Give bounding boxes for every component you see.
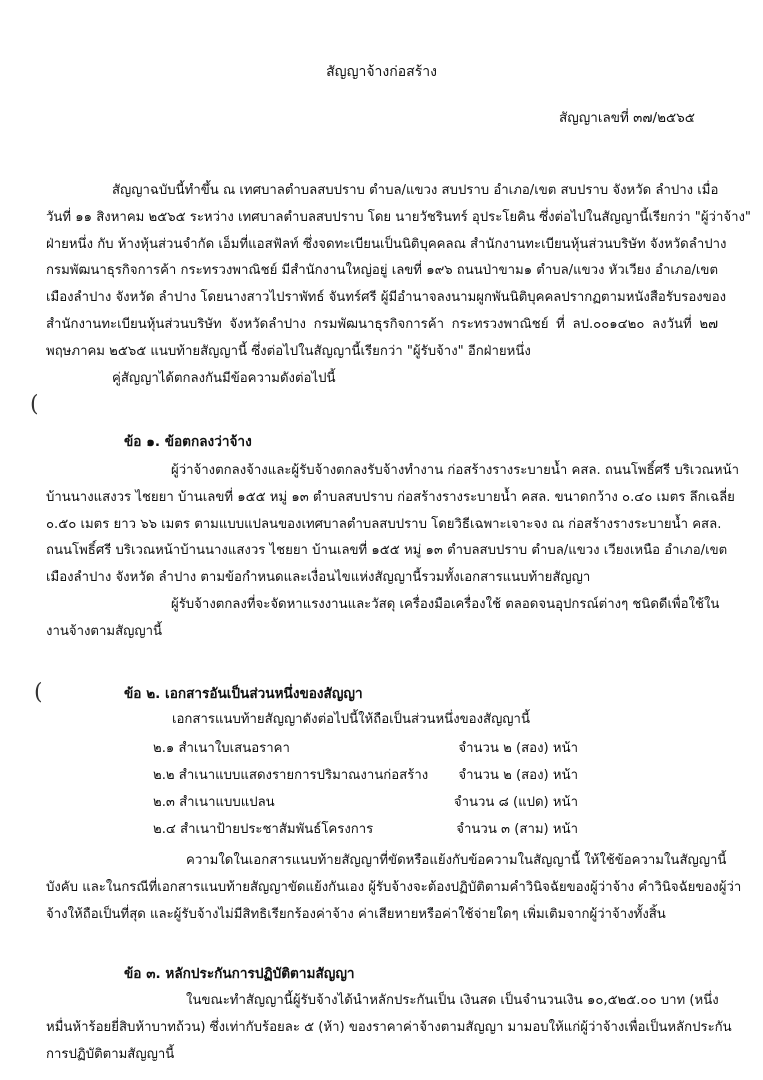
clause-3-line: ในขณะทำสัญญานี้ผู้รับจ้างได้นำหลักประกันเป็น เงินสด เป็นจำนวนเงิน ๑๐,๕๒๕.๐๐ บาท (หนึ่ง <box>186 993 719 1008</box>
clause-3-heading: ข้อ ๓. หลักประกันการปฏิบัติตามสัญญา <box>124 966 355 982</box>
clause-1-line: ๐.๕๐ เมตร ยาว ๖๖ เมตร ตามแบบแปลนของเทศบาลตำบลสบปราบ โดยวิธีเฉพาะเจาะจง ณ ก่อสร้างรางระบายน้ำ คสล. <box>46 516 722 532</box>
clause-3-line: หมื่นห้าร้อยยี่สิบห้าบาทถ้วน) ซึ่งเท่ากับร้อยละ ๕ (ห้า) ของราคาค่าจ้างตามสัญญา มามอบให้แก่ผู้ว่าจ้างเพื่อเป็นหลักประกัน <box>46 1019 732 1035</box>
attachment-count: จำนวน ๘ (แปด) หน้า <box>453 795 578 810</box>
clause-2-line: จ้างให้ถือเป็นที่สุด และผู้รับจ้างไม่มีสิทธิเรียกร้องค่าจ้าง ค่าเสียหายหรือค่าใช้จ่ายใดๆ เพิ่มเติมจากผู้ว่าจ้างทั้งสิ้น <box>46 906 666 922</box>
intro-line: วันที่ ๑๑ สิงหาคม ๒๕๖๕ ระหว่าง เทศบาลตำบลสบปราบ โดย นายวัชรินทร์ อุประโยคิน ซึ่งต่อไปในสัญญานี้เรียกว่า "ผู้ว่าจ้าง" <box>46 209 751 225</box>
intro-line: พฤษภาคม ๒๕๖๕ แนบท้ายสัญญานี้ ซึ่งต่อไปในสัญญานี้เรียกว่า "ผู้รับจ้าง" อีกฝ่ายหนึ่ง <box>46 343 531 359</box>
attachment-label: ๒.๒ สำเนาแบบแสดงรายการปริมาณงานก่อสร้าง <box>153 768 429 783</box>
clause-1-line: ผู้ว่าจ้างตกลงจ้างและผู้รับจ้างตกลงรับจ้างทำงาน ก่อสร้างรางระบายน้ำ คสล. ถนนโพธิ์ศรี บริเวณหน้า <box>171 463 740 478</box>
clause-1-heading: ข้อ ๑. ข้อตกลงว่าจ้าง <box>124 434 252 450</box>
attachment-count: จำนวน ๓ (สาม) หน้า <box>456 822 578 837</box>
intro-line: กรมพัฒนาธุรกิจการค้า กระทรวงพาณิชย์ มีสำนักงานใหญ่อยู่ เลขที่ ๑๙๖ ถนนป่าขาม๑ ตำบล/แขวง หัวเวียง อำเภอ/เขต <box>46 263 719 279</box>
clause-2-heading: ข้อ ๒. เอกสารอันเป็นส่วนหนึ่งของสัญญา <box>124 686 363 702</box>
clause-1-line: บ้านนางแสงวร ไชยยา บ้านเลขที่ ๑๕๕ หมู่ ๑๓ ตำบลสบปราบ ก่อสร้างรางระบายน้ำ คสล. ขนาดกว้าง ๐.๔๐ เมตร ลึกเฉลี่ย <box>46 489 735 505</box>
punch-hole-mark: ( <box>34 680 43 705</box>
clause-1-body <box>46 458 740 646</box>
clause-1-line: เมืองลำปาง จังหวัด ลำปาง ตามข้อกำหนดและเงื่อนไขแห่งสัญญานี้รวมทั้งเอกสารแนบท้ายสัญญา <box>46 570 591 586</box>
document-title: สัญญาจ้างก่อสร้าง <box>326 64 437 80</box>
intro-line: สัญญาฉบับนี้ทำขึ้น ณ เทศบาลตำบลสบปราบ ตำบล/แขวง สบปราบ อำเภอ/เขต สบปราบ จังหวัด ลำปาง เมื่อ <box>112 183 719 198</box>
punch-hole-mark: ( <box>30 392 39 417</box>
attachment-label: ๒.๑ สำเนาใบเสนอราคา <box>153 741 290 756</box>
clause-1-line: งานจ้างตามสัญญานี้ <box>46 623 163 639</box>
intro-line: ฝ่ายหนึ่ง กับ ห้างหุ้นส่วนจำกัด เอ็มที่แอสฟัลท์ ซึ่งจดทะเบียนเป็นนิติบุคคลณ สำนักงานทะเบียนหุ้นส่วนบริษัท จังหวัดลำปาง <box>46 236 727 252</box>
clause-3-body <box>46 988 732 1068</box>
attachment-label: ๒.๔ สำเนาป้ายประชาสัมพันธ์โครงการ <box>153 822 374 837</box>
clause-2-line: ความใดในเอกสารแนบท้ายสัญญาที่ขัดหรือแย้งกับข้อความในสัญญานี้ ให้ใช้ข้อความในสัญญานี้ <box>186 853 727 868</box>
clause-3-line: การปฏิบัติตามสัญญานี้ <box>46 1046 175 1062</box>
agreement-statement: คู่สัญญาได้ตกลงกันมีข้อความดังต่อไปนี้ <box>112 370 336 386</box>
clause-2-intro: เอกสารแนบท้ายสัญญาดังต่อไปนี้ให้ถือเป็นส่วนหนึ่งของสัญญานี้ <box>172 712 530 727</box>
attachment-label: ๒.๓ สำเนาแบบแปลน <box>153 795 275 810</box>
attachment-count: จำนวน ๒ (สอง) หน้า <box>458 768 578 783</box>
attachment-count: จำนวน ๒ (สอง) หน้า <box>458 741 578 756</box>
contract-number: สัญญาเลขที่ ๓๗/๒๕๖๕ <box>559 110 695 126</box>
clause-1-line: ถนนโพธิ์ศรี บริเวณหน้าบ้านนางแสงวร ไชยยา บ้านเลขที่ ๑๕๕ หมู่ ๑๓ ตำบลสบปราบ ตำบล/แขวง เวียงเหนือ อำเภอ/เขต <box>46 543 728 559</box>
intro-line: เมืองลำปาง จังหวัด ลำปาง โดยนางสาวไปราพัทธ์ จันทร์ศรี ผู้มีอำนาจลงนามผูกพันนิติบุคคลปรากฏตามหนังสือรับรองของ <box>46 290 727 306</box>
intro-paragraph <box>46 178 751 392</box>
clause-1-line: ผู้รับจ้างตกลงที่จะจัดหาแรงงานและวัสดุ เครื่องมือเครื่องใช้ ตลอดจนอุปกรณ์ต่างๆ ชนิดดีเพื่อใช้ใน <box>171 596 720 612</box>
clause-2-line: บังคับ และในกรณีที่เอกสารแนบท้ายสัญญาขัดแย้งกันเอง ผู้รับจ้างจะต้องปฏิบัติตามคำวินิจฉัยของผู้ว่าจ้าง คำวินิจฉัยของผู้ว่า <box>46 879 742 895</box>
clause-2-body <box>46 848 742 928</box>
intro-line: สำนักงานทะเบียนหุ้นส่วนบริษัท จังหวัดลำปาง กรมพัฒนาธุรกิจการค้า กระทรวงพาณิชย์ ที่ ลป.๐๐๑๔๒๐ ลงวันที่ ๒๗ <box>46 316 718 332</box>
